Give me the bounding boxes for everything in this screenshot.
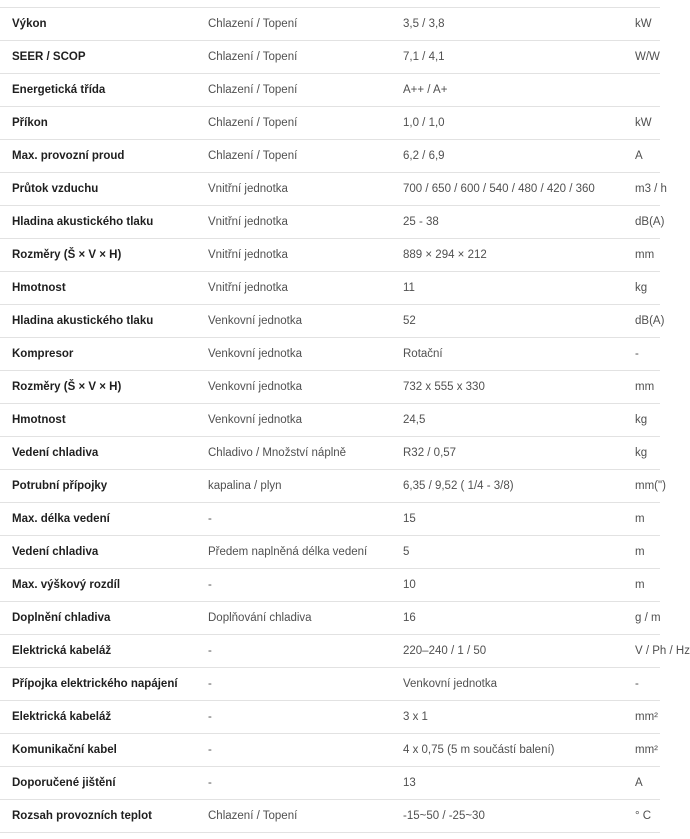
spec-table — [0, 7, 690, 833]
spec-value: 15 — [391, 503, 623, 536]
spec-value: 889 × 294 × 212 — [391, 239, 623, 272]
table-row — [0, 701, 660, 734]
spec-unit: A — [623, 140, 660, 173]
spec-value: 52 — [391, 305, 623, 338]
table-row — [0, 503, 660, 536]
spec-condition: - — [196, 668, 391, 701]
spec-name: Potrubní přípojky — [0, 470, 196, 503]
spec-name: Hladina akustického tlaku — [0, 206, 196, 239]
table-row — [0, 206, 660, 239]
table-row — [0, 470, 660, 503]
spec-unit: mm² — [623, 701, 660, 734]
spec-name: Vedení chladiva — [0, 437, 196, 470]
spec-condition: Vnitřní jednotka — [196, 272, 391, 305]
table-row — [0, 767, 660, 800]
spec-condition: kapalina / plyn — [196, 470, 391, 503]
spec-value: 11 — [391, 272, 623, 305]
spec-value: 4 x 0,75 (5 m součástí balení) — [391, 734, 623, 767]
spec-condition: Chladivo / Množství náplně — [196, 437, 391, 470]
table-row — [0, 536, 660, 569]
spec-unit: m — [623, 536, 660, 569]
spec-name: Komunikační kabel — [0, 734, 196, 767]
spec-unit: mm — [623, 239, 660, 272]
table-row — [0, 569, 660, 602]
spec-unit: kg — [623, 272, 660, 305]
spec-value: 7,1 / 4,1 — [391, 41, 623, 74]
spec-condition: - — [196, 734, 391, 767]
spec-condition: - — [196, 701, 391, 734]
spec-value: 6,2 / 6,9 — [391, 140, 623, 173]
spec-condition: Doplňování chladiva — [196, 602, 391, 635]
spec-name: Hladina akustického tlaku — [0, 305, 196, 338]
spec-value: 1,0 / 1,0 — [391, 107, 623, 140]
spec-value: 10 — [391, 569, 623, 602]
spec-unit: m — [623, 569, 660, 602]
spec-name: Přípojka elektrického napájení — [0, 668, 196, 701]
spec-unit: g / m — [623, 602, 660, 635]
spec-condition: Vnitřní jednotka — [196, 206, 391, 239]
spec-condition: Předem naplněná délka vedení — [196, 536, 391, 569]
spec-unit: kg — [623, 437, 660, 470]
spec-name: Energetická třída — [0, 74, 196, 107]
table-row — [0, 437, 660, 470]
spec-value: Venkovní jednotka — [391, 668, 623, 701]
spec-name: Hmotnost — [0, 404, 196, 437]
spec-table-body — [0, 8, 690, 833]
spec-condition: - — [196, 635, 391, 668]
spec-unit: kW — [623, 8, 660, 41]
spec-unit: - — [623, 338, 660, 371]
spec-value: Rotační — [391, 338, 623, 371]
spec-unit: ° C — [623, 800, 660, 833]
spec-name: Max. provozní proud — [0, 140, 196, 173]
spec-name: Elektrická kabeláž — [0, 701, 196, 734]
spec-condition: Venkovní jednotka — [196, 404, 391, 437]
spec-condition: Chlazení / Topení — [196, 74, 391, 107]
table-row — [0, 173, 660, 206]
spec-name: Rozměry (Š × V × H) — [0, 371, 196, 404]
spec-condition: Venkovní jednotka — [196, 371, 391, 404]
table-row — [0, 668, 660, 701]
spec-value: 16 — [391, 602, 623, 635]
spec-name: Doporučené jištění — [0, 767, 196, 800]
spec-unit: dB(A) — [623, 305, 660, 338]
spec-value: 3 x 1 — [391, 701, 623, 734]
spec-value: 13 — [391, 767, 623, 800]
spec-unit: m — [623, 503, 660, 536]
spec-value: 732 x 555 x 330 — [391, 371, 623, 404]
spec-value: 220–240 / 1 / 50 — [391, 635, 623, 668]
spec-unit: W/W — [623, 41, 660, 74]
spec-name: Max. výškový rozdíl — [0, 569, 196, 602]
spec-name: Kompresor — [0, 338, 196, 371]
spec-name: Hmotnost — [0, 272, 196, 305]
spec-name: Doplnění chladiva — [0, 602, 196, 635]
spec-value: 25 - 38 — [391, 206, 623, 239]
spec-name: Rozsah provozních teplot — [0, 800, 196, 833]
spec-unit: dB(A) — [623, 206, 660, 239]
spec-value: 5 — [391, 536, 623, 569]
table-row — [0, 404, 660, 437]
table-row — [0, 635, 660, 668]
spec-name: Elektrická kabeláž — [0, 635, 196, 668]
table-row — [0, 800, 660, 833]
spec-condition: - — [196, 767, 391, 800]
spec-value: 3,5 / 3,8 — [391, 8, 623, 41]
spec-unit: V / Ph / Hz — [623, 635, 660, 668]
table-row — [0, 140, 660, 173]
spec-name: Výkon — [0, 8, 196, 41]
table-row — [0, 74, 660, 107]
spec-condition: - — [196, 569, 391, 602]
spec-name: Příkon — [0, 107, 196, 140]
table-row — [0, 239, 660, 272]
spec-name: Průtok vzduchu — [0, 173, 196, 206]
spec-name: Max. délka vedení — [0, 503, 196, 536]
spec-condition: Chlazení / Topení — [196, 8, 391, 41]
spec-name: Vedení chladiva — [0, 536, 196, 569]
spec-name: SEER / SCOP — [0, 41, 196, 74]
table-row — [0, 107, 660, 140]
table-row — [0, 41, 660, 74]
spec-condition: Chlazení / Topení — [196, 41, 391, 74]
spec-condition: - — [196, 503, 391, 536]
table-row — [0, 305, 660, 338]
spec-value: 24,5 — [391, 404, 623, 437]
spec-unit — [623, 74, 660, 107]
spec-condition: Chlazení / Topení — [196, 140, 391, 173]
table-row — [0, 272, 660, 305]
spec-condition: Venkovní jednotka — [196, 338, 391, 371]
spec-unit: m3 / h — [623, 173, 660, 206]
table-row — [0, 734, 660, 767]
spec-unit: kg — [623, 404, 660, 437]
spec-value: -15~50 / -25~30 — [391, 800, 623, 833]
spec-condition: Vnitřní jednotka — [196, 239, 391, 272]
spec-value: 6,35 / 9,52 ( 1/4 - 3/8) — [391, 470, 623, 503]
spec-unit: - — [623, 668, 660, 701]
table-row — [0, 602, 660, 635]
spec-condition: Vnitřní jednotka — [196, 173, 391, 206]
spec-unit: mm² — [623, 734, 660, 767]
spec-unit: mm(") — [623, 470, 660, 503]
table-row — [0, 338, 660, 371]
table-row — [0, 371, 660, 404]
spec-name: Rozměry (Š × V × H) — [0, 239, 196, 272]
spec-condition: Chlazení / Topení — [196, 800, 391, 833]
spec-unit: mm — [623, 371, 660, 404]
table-row — [0, 8, 660, 41]
spec-unit: kW — [623, 107, 660, 140]
spec-unit: A — [623, 767, 660, 800]
spec-value: 700 / 650 / 600 / 540 / 480 / 420 / 360 — [391, 173, 623, 206]
spec-condition: Chlazení / Topení — [196, 107, 391, 140]
spec-value: R32 / 0,57 — [391, 437, 623, 470]
spec-value: A++ / A+ — [391, 74, 623, 107]
spec-condition: Venkovní jednotka — [196, 305, 391, 338]
